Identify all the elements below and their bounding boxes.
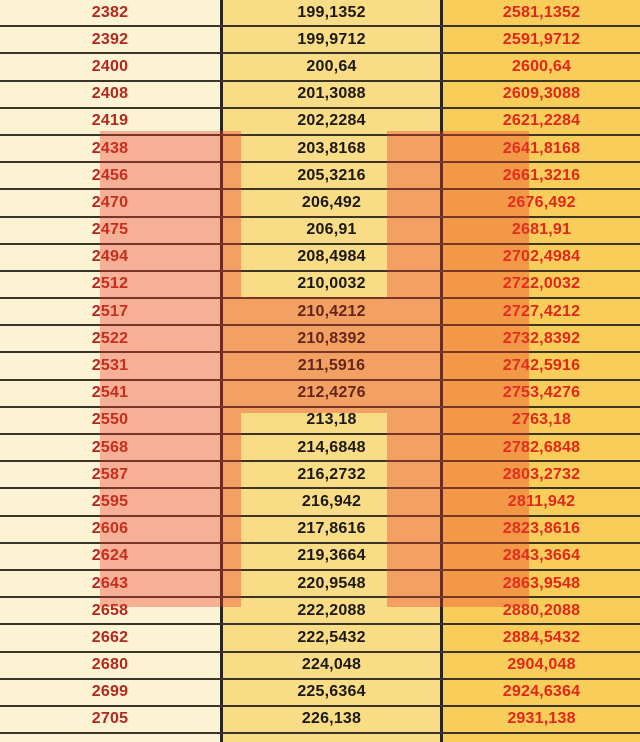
table-row-partial — [0, 734, 640, 742]
cell-col1: 2456 — [0, 163, 220, 188]
cell-col2: 211,5916 — [220, 353, 440, 378]
cell-col2: 225,6364 — [220, 680, 440, 705]
cell-col2: 212,4276 — [220, 381, 440, 406]
cell-col2: 210,8392 — [220, 326, 440, 351]
cell-col1: 2517 — [0, 299, 220, 324]
cell-col2: 220,9548 — [220, 571, 440, 596]
table-row — [0, 0, 640, 27]
cell-col2: 205,3216 — [220, 163, 440, 188]
cell-col2 — [220, 734, 440, 742]
cell-col3 — [440, 734, 640, 742]
cell-col1: 2392 — [0, 27, 220, 52]
cell-col3: 2732,8392 — [440, 326, 640, 351]
cell-col3: 2681,91 — [440, 218, 640, 243]
cell-col1: 2568 — [0, 435, 220, 460]
table-row — [0, 435, 640, 462]
cell-col1: 2705 — [0, 707, 220, 732]
cell-col1: 2382 — [0, 0, 220, 25]
cell-col2: 210,0032 — [220, 272, 440, 297]
table-row — [0, 190, 640, 217]
table-row — [0, 408, 640, 435]
cell-col1: 2624 — [0, 544, 220, 569]
cell-col2: 216,942 — [220, 489, 440, 514]
cell-col3: 2823,8616 — [440, 517, 640, 542]
cell-col3: 2782,6848 — [440, 435, 640, 460]
cell-col3: 2702,4984 — [440, 245, 640, 270]
cell-col3: 2661,3216 — [440, 163, 640, 188]
table-row — [0, 544, 640, 571]
cell-col2: 206,91 — [220, 218, 440, 243]
cell-col2: 217,8616 — [220, 517, 440, 542]
cell-col2: 210,4212 — [220, 299, 440, 324]
table-row — [0, 27, 640, 54]
cell-col1: 2475 — [0, 218, 220, 243]
table-row — [0, 218, 640, 245]
cell-col3: 2722,0032 — [440, 272, 640, 297]
cell-col2: 206,492 — [220, 190, 440, 215]
cell-col3: 2931,138 — [440, 707, 640, 732]
cell-col3: 2609,3088 — [440, 82, 640, 107]
cell-col1: 2680 — [0, 653, 220, 678]
cell-col2: 226,138 — [220, 707, 440, 732]
cell-col1: 2512 — [0, 272, 220, 297]
cell-col2: 202,2284 — [220, 109, 440, 134]
cell-col1: 2470 — [0, 190, 220, 215]
cell-col2: 214,6848 — [220, 435, 440, 460]
table-row — [0, 299, 640, 326]
table-row — [0, 163, 640, 190]
cell-col1: 2400 — [0, 54, 220, 79]
cell-col1: 2541 — [0, 381, 220, 406]
cell-col2: 216,2732 — [220, 462, 440, 487]
cell-col2: 222,5432 — [220, 625, 440, 650]
cell-col1: 2658 — [0, 598, 220, 623]
cell-col3: 2863,9548 — [440, 571, 640, 596]
table-row — [0, 272, 640, 299]
table-row — [0, 326, 640, 353]
cell-col1: 2662 — [0, 625, 220, 650]
cell-col3: 2591,9712 — [440, 27, 640, 52]
table-row — [0, 707, 640, 734]
table-row — [0, 462, 640, 489]
cell-col3: 2742,5916 — [440, 353, 640, 378]
cell-col2: 208,4984 — [220, 245, 440, 270]
cell-col2: 222,2088 — [220, 598, 440, 623]
cell-col1: 2595 — [0, 489, 220, 514]
table-row — [0, 517, 640, 544]
cell-col1: 2699 — [0, 680, 220, 705]
cell-col1: 2522 — [0, 326, 220, 351]
cell-col1: 2606 — [0, 517, 220, 542]
cell-col3: 2641,8168 — [440, 136, 640, 161]
cell-col3: 2581,1352 — [440, 0, 640, 25]
cell-col2: 200,64 — [220, 54, 440, 79]
table-row — [0, 598, 640, 625]
cell-col1: 2408 — [0, 82, 220, 107]
cell-col3: 2727,4212 — [440, 299, 640, 324]
table-row — [0, 109, 640, 136]
table-row — [0, 245, 640, 272]
cell-col2: 224,048 — [220, 653, 440, 678]
cell-col2: 201,3088 — [220, 82, 440, 107]
cell-col1: 2419 — [0, 109, 220, 134]
cell-col3: 2884,5432 — [440, 625, 640, 650]
table-row — [0, 54, 640, 81]
cell-col3: 2600,64 — [440, 54, 640, 79]
cell-col2: 219,3664 — [220, 544, 440, 569]
cell-col1: 2494 — [0, 245, 220, 270]
table-row — [0, 353, 640, 380]
cell-col1: 2587 — [0, 462, 220, 487]
cell-col3: 2843,3664 — [440, 544, 640, 569]
cell-col3: 2904,048 — [440, 653, 640, 678]
cell-col1: 2438 — [0, 136, 220, 161]
table-row — [0, 653, 640, 680]
table-row — [0, 571, 640, 598]
table-row — [0, 381, 640, 408]
cell-col2: 199,9712 — [220, 27, 440, 52]
cell-col3: 2676,492 — [440, 190, 640, 215]
cell-col3: 2621,2284 — [440, 109, 640, 134]
table-row — [0, 680, 640, 707]
table-row — [0, 82, 640, 109]
table-row — [0, 136, 640, 163]
cell-col1: 2550 — [0, 408, 220, 433]
cell-col2: 199,1352 — [220, 0, 440, 25]
cell-col3: 2811,942 — [440, 489, 640, 514]
cell-col3: 2763,18 — [440, 408, 640, 433]
cell-col3: 2803,2732 — [440, 462, 640, 487]
cell-col3: 2880,2088 — [440, 598, 640, 623]
cell-col2: 213,18 — [220, 408, 440, 433]
cell-col1 — [0, 734, 220, 742]
cell-col1: 2531 — [0, 353, 220, 378]
cell-col2: 203,8168 — [220, 136, 440, 161]
cell-col3: 2753,4276 — [440, 381, 640, 406]
cell-col1: 2643 — [0, 571, 220, 596]
table-row — [0, 625, 640, 652]
cell-col3: 2924,6364 — [440, 680, 640, 705]
table-row — [0, 489, 640, 516]
